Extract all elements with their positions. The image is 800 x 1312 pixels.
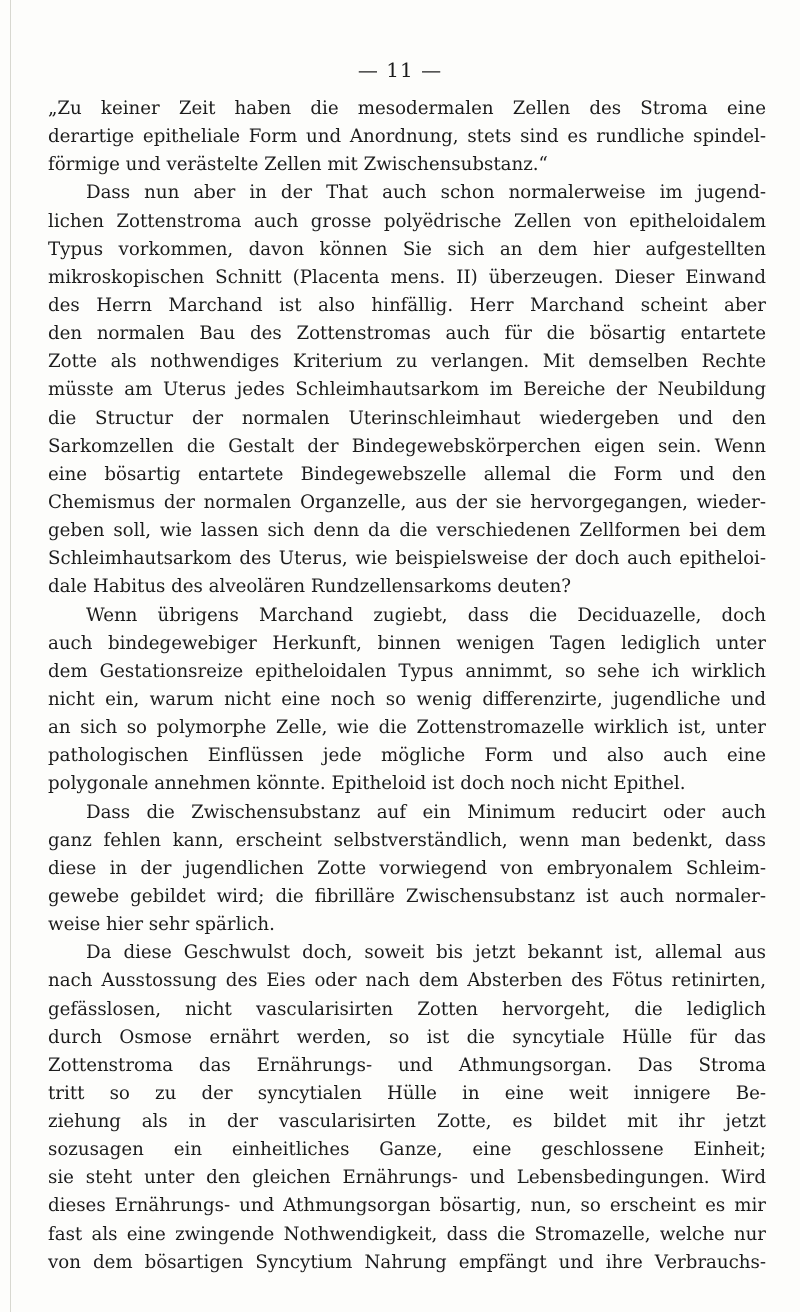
text-line: Zottenstroma das Ernährungs- und Athmungsorgan. Das Stroma xyxy=(48,1054,766,1076)
text-line: gewebe gebildet wird; die fibrilläre Zwischensubstanz ist auch normaler- xyxy=(48,885,766,907)
text-line: pathologischen Einflüssen jede mögliche Form und also auch eine xyxy=(48,745,766,767)
text-line: fast als eine zwingende Nothwendigkeit, dass die Stromazelle, welche nur xyxy=(48,1223,766,1245)
text-line: nicht ein, warum nicht eine noch so wenig differenzirte, jugendliche und xyxy=(48,688,766,710)
text-line: mikroskopischen Schnitt (Placenta mens. II) überzeugen. Dieser Einwand xyxy=(48,266,766,288)
text-line: Schleimhautsarkom des Uterus, wie beispielsweise der doch auch epitheloi- xyxy=(48,548,766,570)
text-line: tritt so zu der syncytialen Hülle in eine weit innigere Be- xyxy=(48,1082,766,1104)
text-line: dale Habitus des alveolären Rundzellensarkoms deuten? xyxy=(48,576,572,598)
text-line: ziehung als in der vascularisirten Zotte, es bildet mit ihr jetzt xyxy=(48,1111,766,1133)
text-line: geben soll, wie lassen sich denn da die verschiedenen Zellformen bei dem xyxy=(48,520,766,542)
body-text xyxy=(48,95,766,1277)
text-line: sie steht unter den gleichen Ernährungs- und Lebensbedingungen. Wird xyxy=(48,1167,766,1189)
text-line: ganz fehlen kann, erscheint selbstverständlich, wenn man bedenkt, dass xyxy=(48,829,766,851)
text-line: weise hier sehr spärlich. xyxy=(48,914,275,936)
page-edge-line xyxy=(10,0,11,1312)
text-line: lichen Zottenstroma auch grosse polyëdrische Zellen von epitheloidalem xyxy=(48,210,766,232)
text-line: Chemismus der normalen Organzelle, aus der sie hervorgegangen, wieder- xyxy=(48,491,766,513)
text-line: des Herrn Marchand ist also hinfällig. Herr Marchand scheint aber xyxy=(48,294,766,316)
text-line: Wenn übrigens Marchand zugiebt, dass die Deciduazelle, doch xyxy=(86,604,766,626)
text-line: eine bösartig entartete Bindegewebszelle allemal die Form und den xyxy=(48,463,766,485)
text-line: Sarkomzellen die Gestalt der Bindegewebskörperchen eigen sein. Wenn xyxy=(48,435,766,457)
text-line: den normalen Bau des Zottenstromas auch für die bösartig entartete xyxy=(48,323,766,345)
text-line: derartige epitheliale Form und Anordnung, stets sind es rundliche spindel- xyxy=(48,126,766,148)
text-line: an sich so polymorphe Zelle, wie die Zottenstromazelle wirklich ist, unter xyxy=(48,717,766,739)
text-line: „Zu keiner Zeit haben die mesodermalen Zellen des Stroma eine xyxy=(48,98,766,119)
text-line: förmige und verästelte Zellen mit Zwischensubstanz.“ xyxy=(48,154,548,176)
text-line: Dass die Zwischensubstanz auf ein Minimum reducirt oder auch xyxy=(86,801,766,823)
text-line: diese in der jugendlichen Zotte vorwiegend von embryonalem Schleim- xyxy=(48,857,766,879)
page-number: — 11 — xyxy=(357,58,443,82)
text-line: die Structur der normalen Uterinschleimhaut wiedergeben und den xyxy=(48,407,766,429)
text-line: durch Osmose ernährt werden, so ist die syncytiale Hülle für das xyxy=(48,1026,766,1048)
text-line: auch bindegewebiger Herkunft, binnen wenigen Tagen lediglich unter xyxy=(48,632,766,654)
text-line: müsste am Uterus jedes Schleimhautsarkom im Bereiche der Neubildung xyxy=(48,379,766,401)
text-line: polygonale annehmen könnte. Epitheloid ist doch noch nicht Epithel. xyxy=(48,773,686,795)
text-line: sozusagen ein einheitliches Ganze, eine geschlossene Einheit; xyxy=(48,1139,766,1161)
text-line: Typus vorkommen, davon können Sie sich an dem hier aufgestellten xyxy=(48,238,766,260)
text-line: Zotte als nothwendiges Kriterium zu verlangen. Mit demselben Rechte xyxy=(48,351,766,373)
text-line: gefässlosen, nicht vascularisirten Zotten hervorgeht, die lediglich xyxy=(48,998,766,1020)
text-line: Da diese Geschwulst doch, soweit bis jetzt bekannt ist, allemal aus xyxy=(86,942,766,964)
text-line: dieses Ernährungs- und Athmungsorgan bösartig, nun, so erscheint es mir xyxy=(48,1195,766,1217)
text-line: dem Gestationsreize epitheloidalen Typus annimmt, so sehe ich wirklich xyxy=(48,660,766,682)
text-line: von dem bösartigen Syncytium Nahrung empfängt und ihre Verbrauchs- xyxy=(48,1251,766,1273)
text-line: Dass nun aber in der That auch schon normalerweise im jugend- xyxy=(86,182,766,204)
text-line: nach Ausstossung des Eies oder nach dem Absterben des Fötus retinirten, xyxy=(48,970,766,992)
